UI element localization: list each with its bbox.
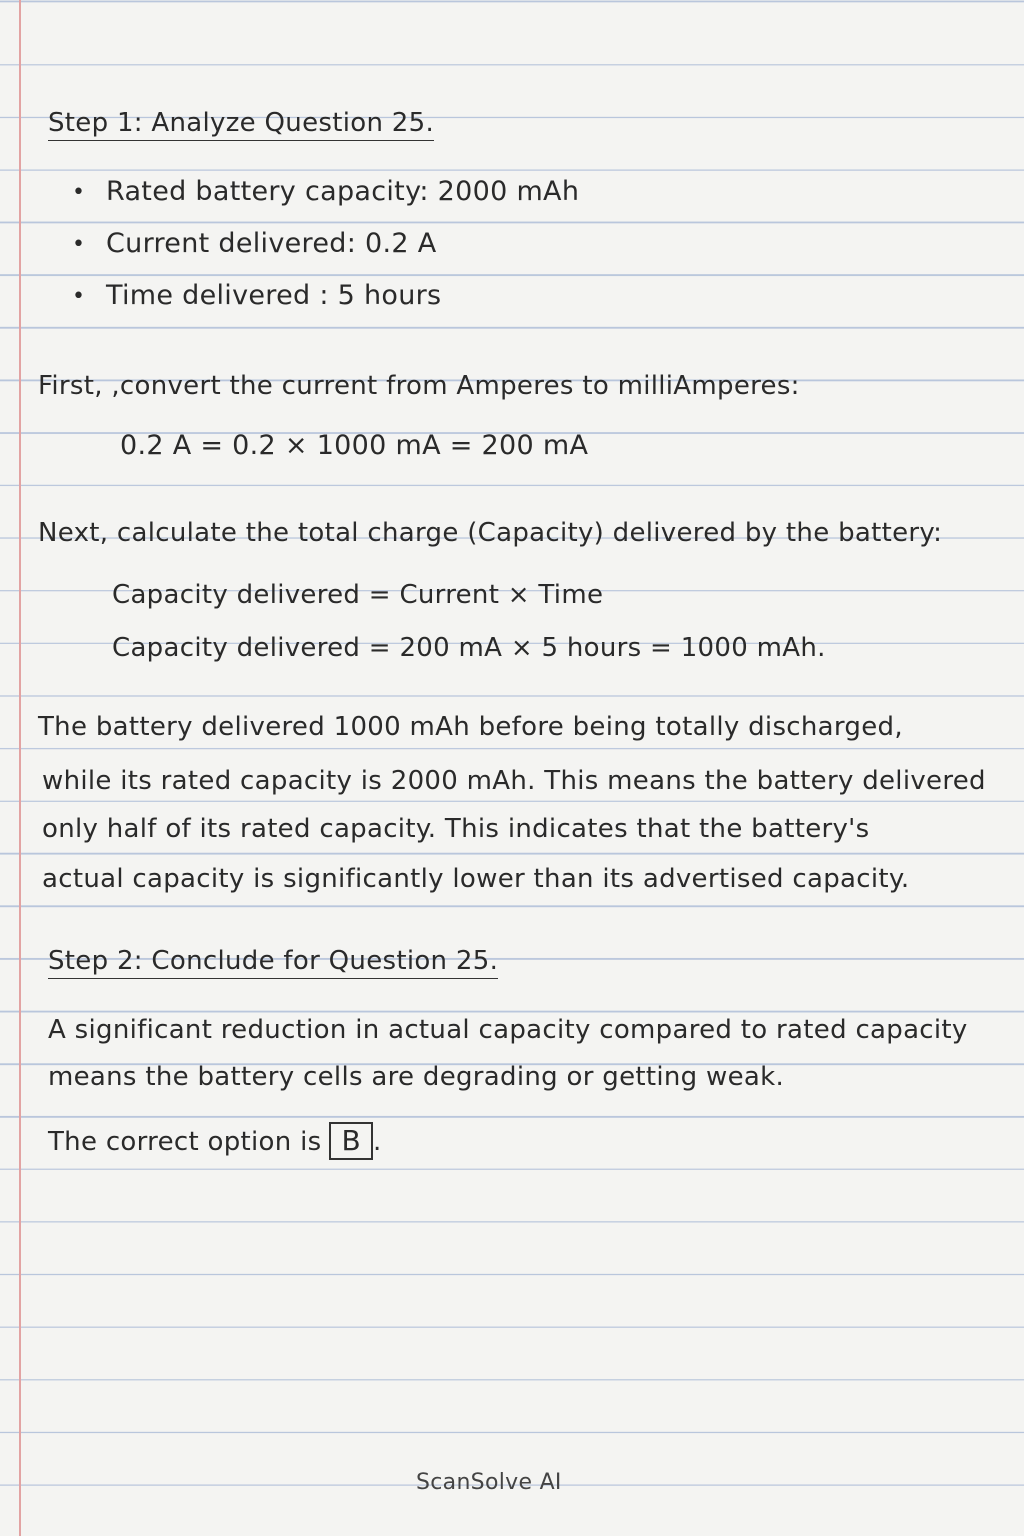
answer-prefix: The correct option is — [48, 1127, 322, 1157]
explanation-line: while its rated capacity is 2000 mAh. This means the battery delivered — [42, 766, 986, 796]
conversion-equation: 0.2 A = 0.2 × 1000 mA = 200 mA — [120, 430, 589, 461]
charge-formula: Capacity delivered = Current × Time — [112, 580, 604, 610]
bullet-current: Current delivered: 0.2 A — [106, 228, 437, 259]
bullet-time: Time delivered : 5 hours — [106, 280, 442, 311]
charge-result: Capacity delivered = 200 mA × 5 hours = 1000 mAh. — [112, 633, 826, 663]
bullet-dot: • — [72, 284, 85, 309]
explanation-line: actual capacity is significantly lower than its advertised capacity. — [42, 864, 910, 894]
conclusion-line: means the battery cells are degrading or getting weak. — [48, 1062, 785, 1092]
answer-line — [48, 1122, 382, 1160]
bullet-dot: • — [72, 180, 85, 205]
explanation-line: The battery delivered 1000 mAh before being totally discharged, — [38, 712, 903, 742]
bullet-rated-capacity: Rated battery capacity: 2000 mAh — [106, 176, 580, 207]
explanation-line: only half of its rated capacity. This indicates that the battery's — [42, 814, 870, 844]
footer-brand: ScanSolve AI — [416, 1470, 562, 1495]
step1-heading: Step 1: Analyze Question 25. — [48, 108, 434, 141]
conversion-intro: First, ,convert the current from Amperes to milliAmperes: — [38, 371, 800, 401]
charge-intro: Next, calculate the total charge (Capacity) delivered by the battery: — [38, 518, 943, 548]
bullet-dot: • — [72, 232, 85, 257]
answer-suffix: . — [373, 1127, 382, 1157]
conclusion-line: A significant reduction in actual capacity compared to rated capacity — [48, 1015, 968, 1045]
margin-line — [19, 0, 21, 1536]
step2-heading: Step 2: Conclude for Question 25. — [48, 946, 498, 979]
answer-box: B — [329, 1122, 373, 1160]
